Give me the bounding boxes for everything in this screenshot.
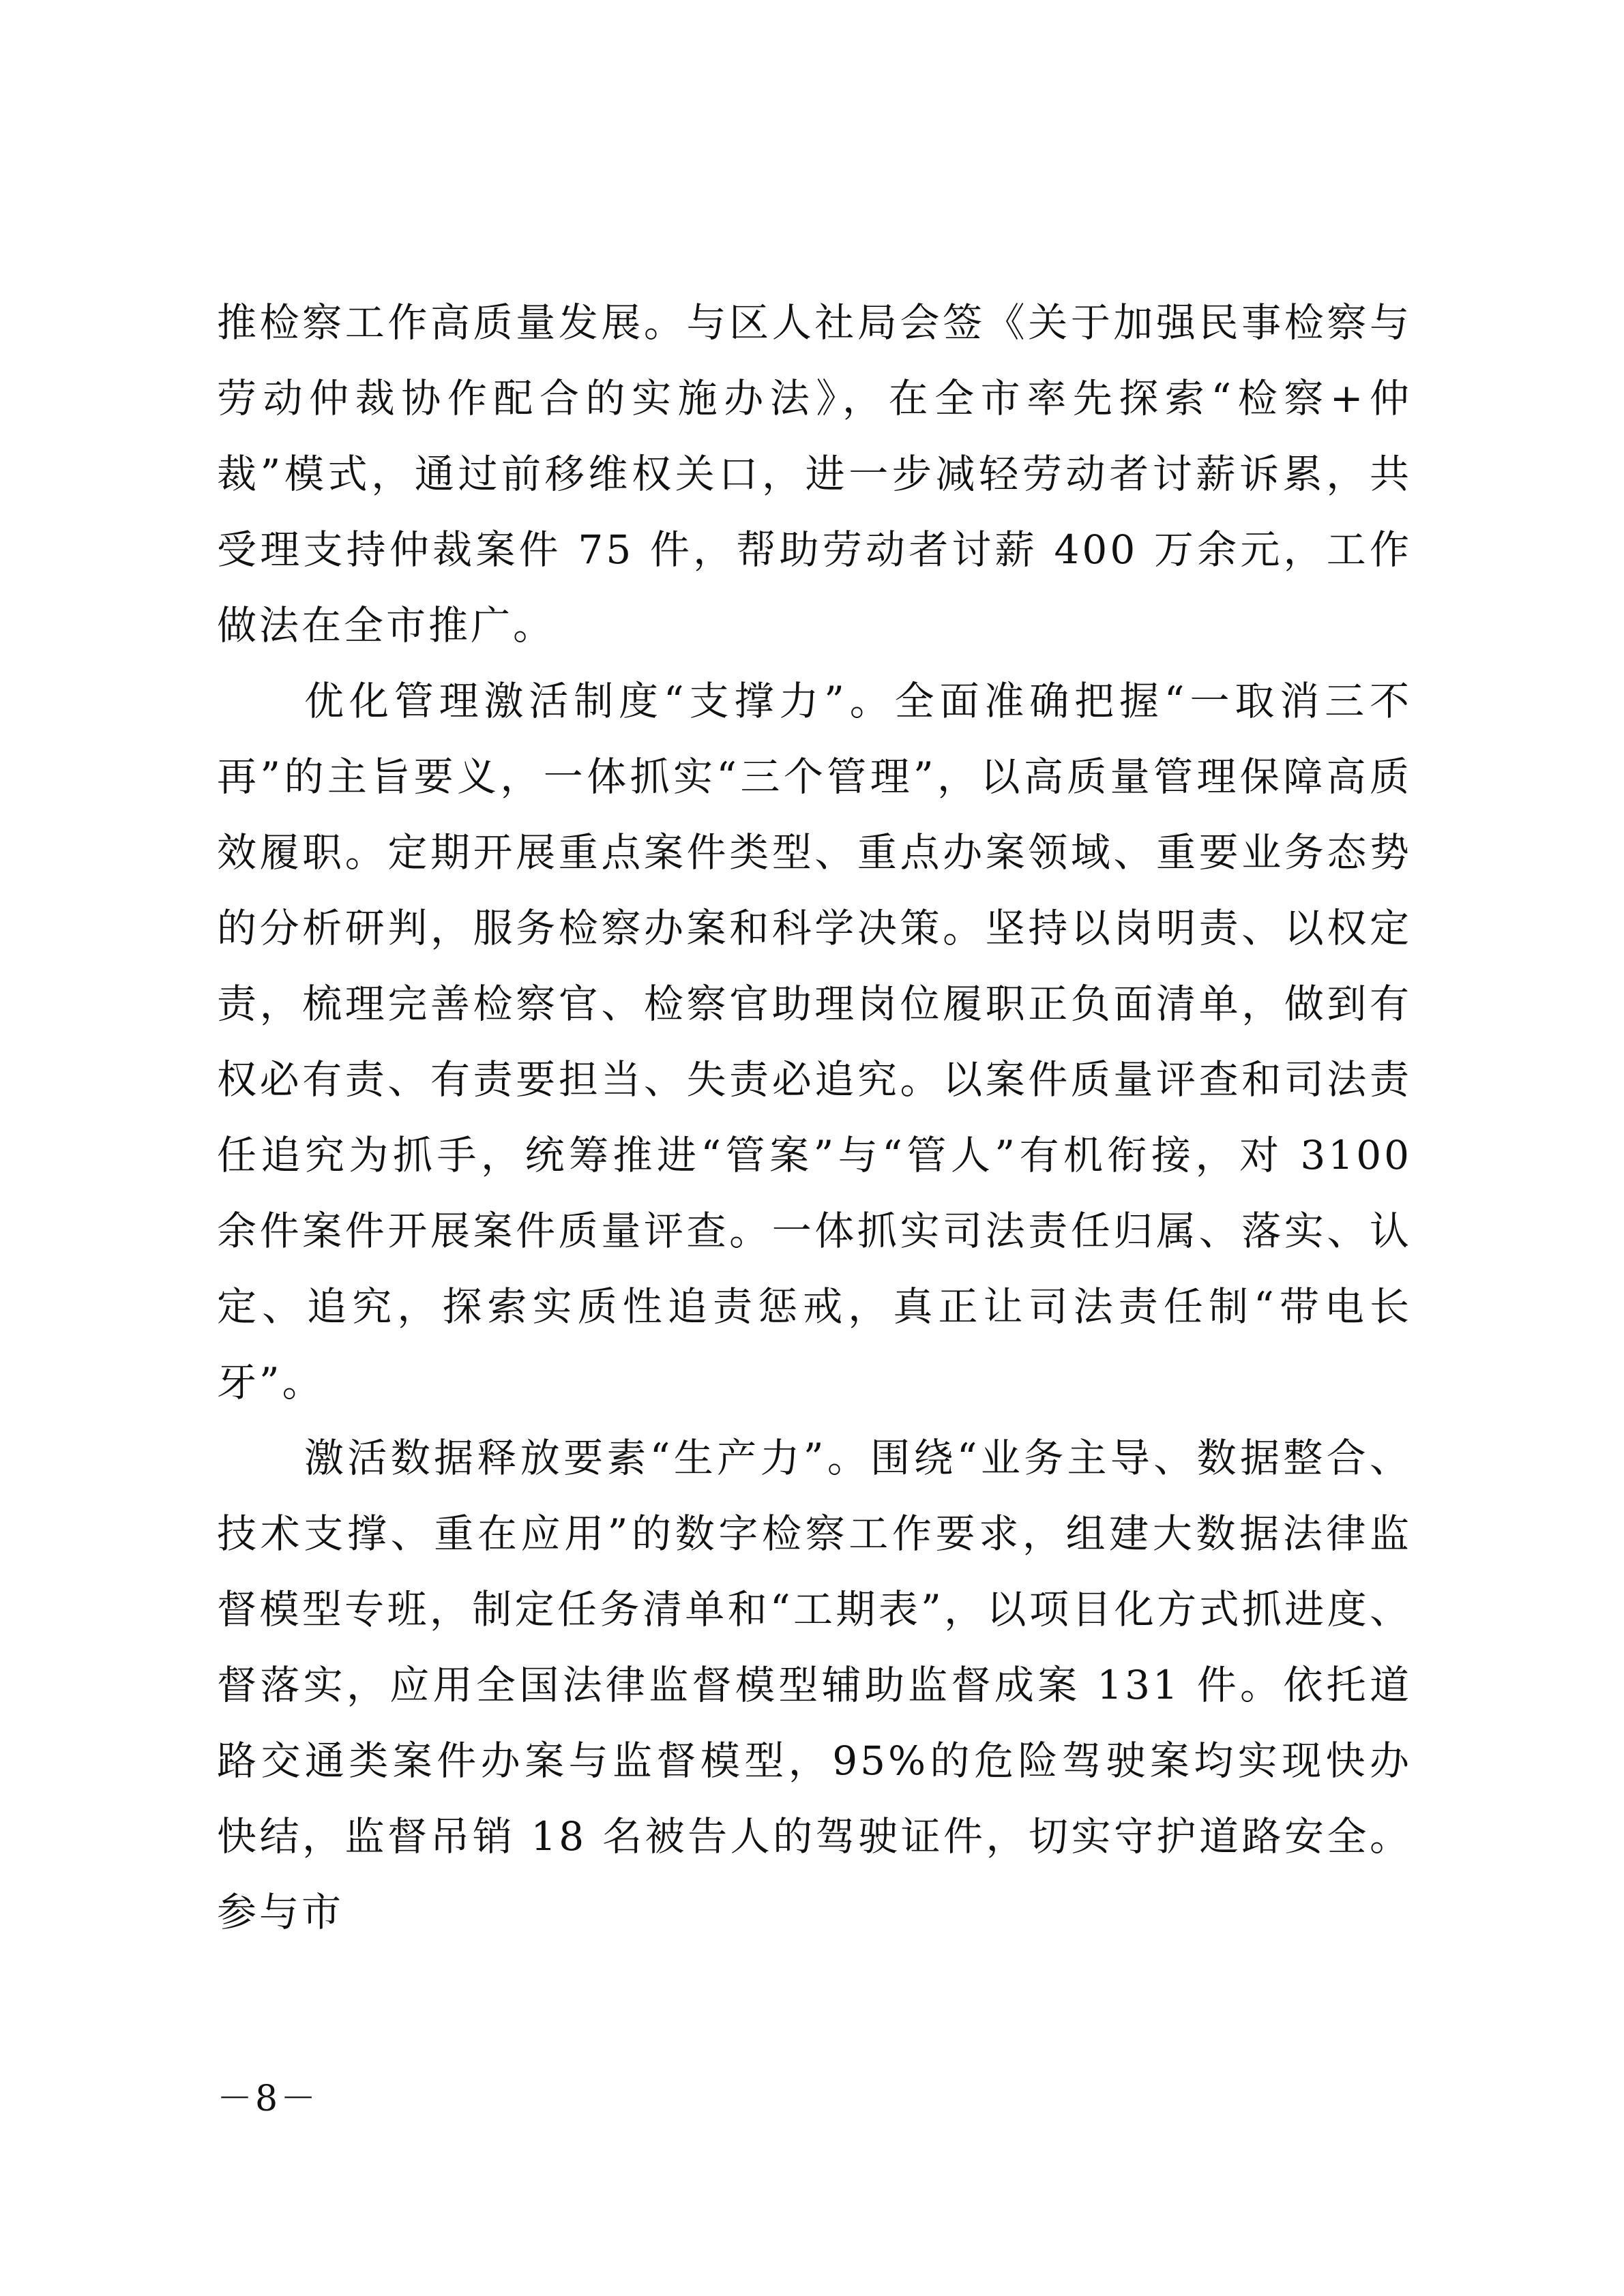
paragraph-management: 优化管理激活制度“支撑力”。全面准确把握“一取消三不再”的主旨要义，一体抓实“三个管理”，以高质量管理保障高质效履职。定期开展重点案件类型、重点办案领域、重要业务态势的分析研判，服务检察办案和科学决策。坚持以岗明责、以权定责，梳理完善检察官、检察官助理岗位履职正负面清单，做到有权必有责、有责要担当、失责必追究。以案件质量评查和司法责任追究为抓手，统筹推进“管案”与“管人”有机衔接，对 3100 余件案件开展案件质量评查。一体抓实司法责任归属、落实、认定、追究，探索实质性追责惩戒，真正让司法责任制“带电长牙”。	[217, 678, 1412, 1405]
page-number: －8－	[217, 2078, 319, 2119]
paragraph-continuation: 推检察工作高质量发展。与区人社局会签《关于加强民事检察与劳动仲裁协作配合的实施办法》，在全市率先探索“检察+仲裁”模式，通过前移维权关口，进一步减轻劳动者讨薪诉累，共受理支持仲裁案件 75 件，帮助劳动者讨薪 400 万余元，工作做法在全市推广。	[217, 299, 1412, 648]
paragraph-data: 激活数据释放要素“生产力”。围绕“业务主导、数据整合、技术支撑、重在应用”的数字检察工作要求，组建大数据法律监督模型专班，制定任务清单和“工期表”，以项目化方式抓进度、督落实，应用全国法律监督模型辅助监督成案 131 件。依托道路交通类案件办案与监督模型，95%的危险驾驶案均实现快办快结，监督吊销 18 名被告人的驾驶证件，切实守护道路安全。参与市	[217, 1435, 1412, 1935]
body-text	[217, 285, 1412, 1950]
